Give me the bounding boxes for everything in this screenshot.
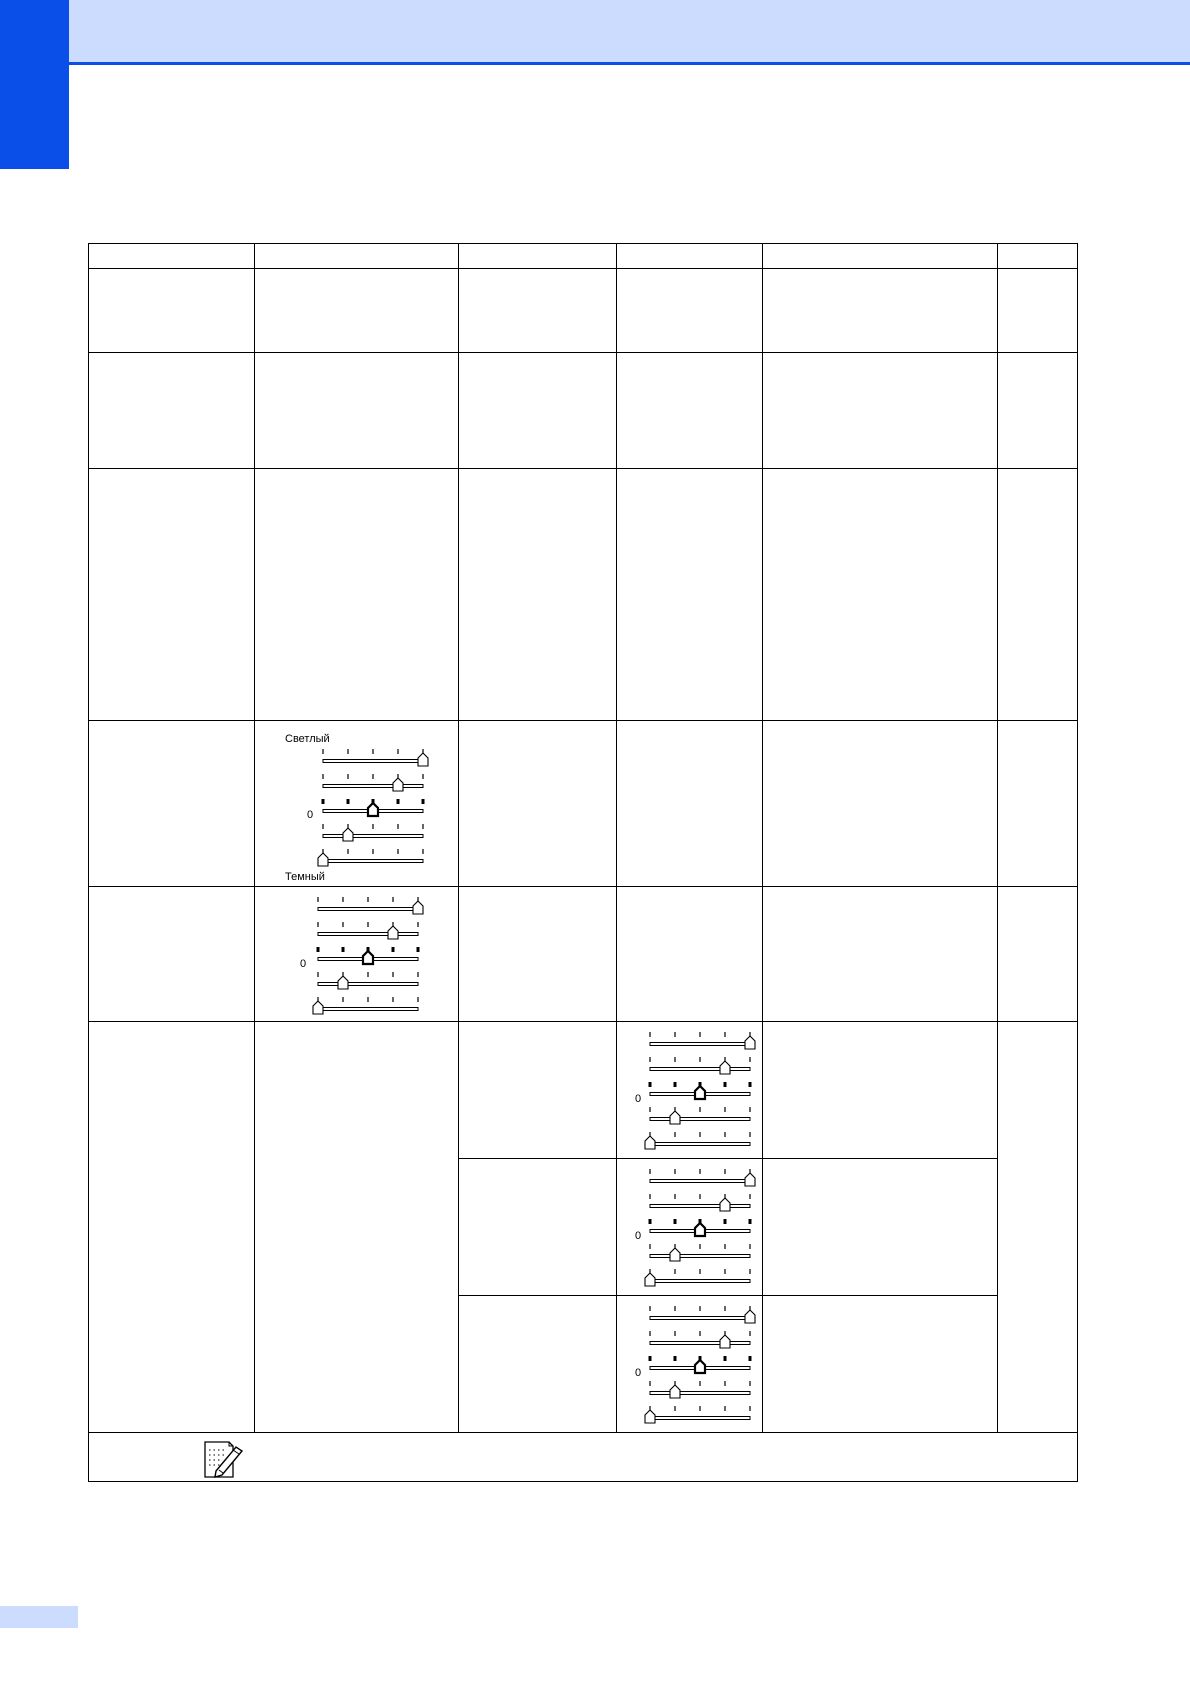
- slider-track: [322, 774, 423, 791]
- chapter-tab: [0, 0, 69, 169]
- table-cell: [763, 269, 998, 353]
- slider-track: [649, 1306, 755, 1323]
- table-cell: [459, 1159, 617, 1296]
- slider-knob: [645, 1273, 655, 1286]
- slider-knob: [695, 1223, 705, 1236]
- table-cell: [255, 1022, 459, 1433]
- header-cell: [89, 244, 255, 269]
- slider-knob: [670, 1248, 680, 1261]
- slider-cell: [617, 1159, 763, 1296]
- slider-track: [649, 1356, 752, 1373]
- table-cell: [617, 887, 763, 1022]
- table-cell: [255, 469, 459, 721]
- slider-knob: [413, 901, 423, 914]
- slider-cell: [255, 887, 459, 1022]
- slider-track: [645, 1132, 751, 1149]
- note-cell: [89, 1433, 1078, 1482]
- slider-knob: [343, 828, 353, 841]
- slider-knob: [368, 803, 378, 816]
- table-cell: [998, 1022, 1078, 1433]
- table-row-color: [89, 1022, 1078, 1159]
- density-slider-graphic: [285, 733, 445, 873]
- table-cell: [763, 721, 998, 887]
- slider-knob: [745, 1310, 755, 1323]
- header-band: [0, 0, 1190, 62]
- zero-label: 0: [635, 1367, 642, 1379]
- table-cell: [459, 269, 617, 353]
- slider-track: [317, 897, 423, 914]
- table-cell: [617, 269, 763, 353]
- table-cell: [255, 353, 459, 469]
- slider-knob: [313, 1001, 323, 1014]
- slider-knob: [645, 1136, 655, 1149]
- zero-label: 0: [635, 1230, 642, 1242]
- table-row: [89, 269, 1078, 353]
- dark-label: Темный: [285, 871, 325, 883]
- table-cell: [617, 721, 763, 887]
- slider-track: [649, 1381, 750, 1398]
- zero-label: 0: [300, 958, 307, 970]
- table-cell: [998, 887, 1078, 1022]
- page-number-tab: [0, 1606, 78, 1628]
- table-cell: [763, 887, 998, 1022]
- table-cell: [617, 469, 763, 721]
- slider-track: [322, 749, 428, 766]
- slider-track: [317, 947, 420, 964]
- slider-knob: [318, 853, 328, 866]
- slider-track: [649, 1169, 755, 1186]
- blue-slider-graphic: [631, 1304, 761, 1429]
- contrast-slider-graphic: [295, 895, 425, 1020]
- slider-knob: [645, 1410, 655, 1423]
- slider-track: [649, 1194, 750, 1211]
- slider-knob: [720, 1335, 730, 1348]
- slider-track: [649, 1244, 750, 1261]
- table-cell: [998, 469, 1078, 721]
- slider-track: [317, 972, 418, 989]
- slider-track: [645, 1406, 751, 1423]
- table-row: [89, 353, 1078, 469]
- table-row: [89, 469, 1078, 721]
- header-cell: [617, 244, 763, 269]
- zero-label: 0: [307, 809, 314, 821]
- table-cell: [617, 353, 763, 469]
- settings-table: [88, 243, 1078, 1482]
- slider-track: [649, 1057, 750, 1074]
- note-row: [89, 1433, 1078, 1482]
- slider-knob: [695, 1360, 705, 1373]
- table-cell: [459, 721, 617, 887]
- table-header-row: [89, 244, 1078, 269]
- slider-cell: [255, 721, 459, 887]
- table-cell: [89, 1022, 255, 1433]
- slider-track: [318, 849, 424, 866]
- slider-knob: [388, 926, 398, 939]
- slider-track: [649, 1082, 752, 1099]
- table-cell: [459, 1296, 617, 1433]
- table-row-density: [89, 721, 1078, 887]
- slider-knob: [363, 951, 373, 964]
- table-cell: [763, 1022, 998, 1159]
- table-cell: [998, 721, 1078, 887]
- red-slider-graphic: [631, 1030, 761, 1155]
- table-cell: [998, 269, 1078, 353]
- slider-knob: [393, 778, 403, 791]
- slider-cell: [617, 1296, 763, 1433]
- table-cell: [459, 353, 617, 469]
- table-cell: [89, 269, 255, 353]
- note-pencil-icon: [202, 1437, 246, 1479]
- table-cell: [89, 353, 255, 469]
- green-slider-graphic: [631, 1167, 761, 1292]
- slider-knob: [720, 1061, 730, 1074]
- slider-track: [645, 1269, 751, 1286]
- slider-track: [322, 799, 425, 816]
- slider-knob: [338, 976, 348, 989]
- slider-track: [649, 1032, 755, 1049]
- table-cell: [763, 469, 998, 721]
- table-row-contrast: [89, 887, 1078, 1022]
- table-cell: [255, 269, 459, 353]
- slider-knob: [695, 1086, 705, 1099]
- slider-track: [649, 1219, 752, 1236]
- table-cell: [998, 353, 1078, 469]
- slider-knob: [745, 1173, 755, 1186]
- table-cell: [459, 1022, 617, 1159]
- slider-knob: [720, 1198, 730, 1211]
- table-cell: [763, 1296, 998, 1433]
- table-cell: [89, 887, 255, 1022]
- slider-track: [317, 922, 418, 939]
- slider-knob: [670, 1385, 680, 1398]
- slider-knob: [418, 753, 428, 766]
- slider-cell: [617, 1022, 763, 1159]
- table-cell: [459, 469, 617, 721]
- zero-label: 0: [635, 1093, 642, 1105]
- header-cell: [998, 244, 1078, 269]
- table-cell: [89, 469, 255, 721]
- header-rule: [69, 62, 1190, 65]
- slider-knob: [745, 1036, 755, 1049]
- light-label: Светлый: [285, 733, 330, 745]
- header-cell: [255, 244, 459, 269]
- header-cell: [763, 244, 998, 269]
- slider-track: [649, 1107, 750, 1124]
- table-cell: [763, 353, 998, 469]
- header-cell: [459, 244, 617, 269]
- slider-knob: [670, 1111, 680, 1124]
- slider-track: [649, 1331, 750, 1348]
- table-cell: [459, 887, 617, 1022]
- table-cell: [89, 721, 255, 887]
- slider-track: [313, 997, 419, 1014]
- table-cell: [763, 1159, 998, 1296]
- slider-track: [322, 824, 423, 841]
